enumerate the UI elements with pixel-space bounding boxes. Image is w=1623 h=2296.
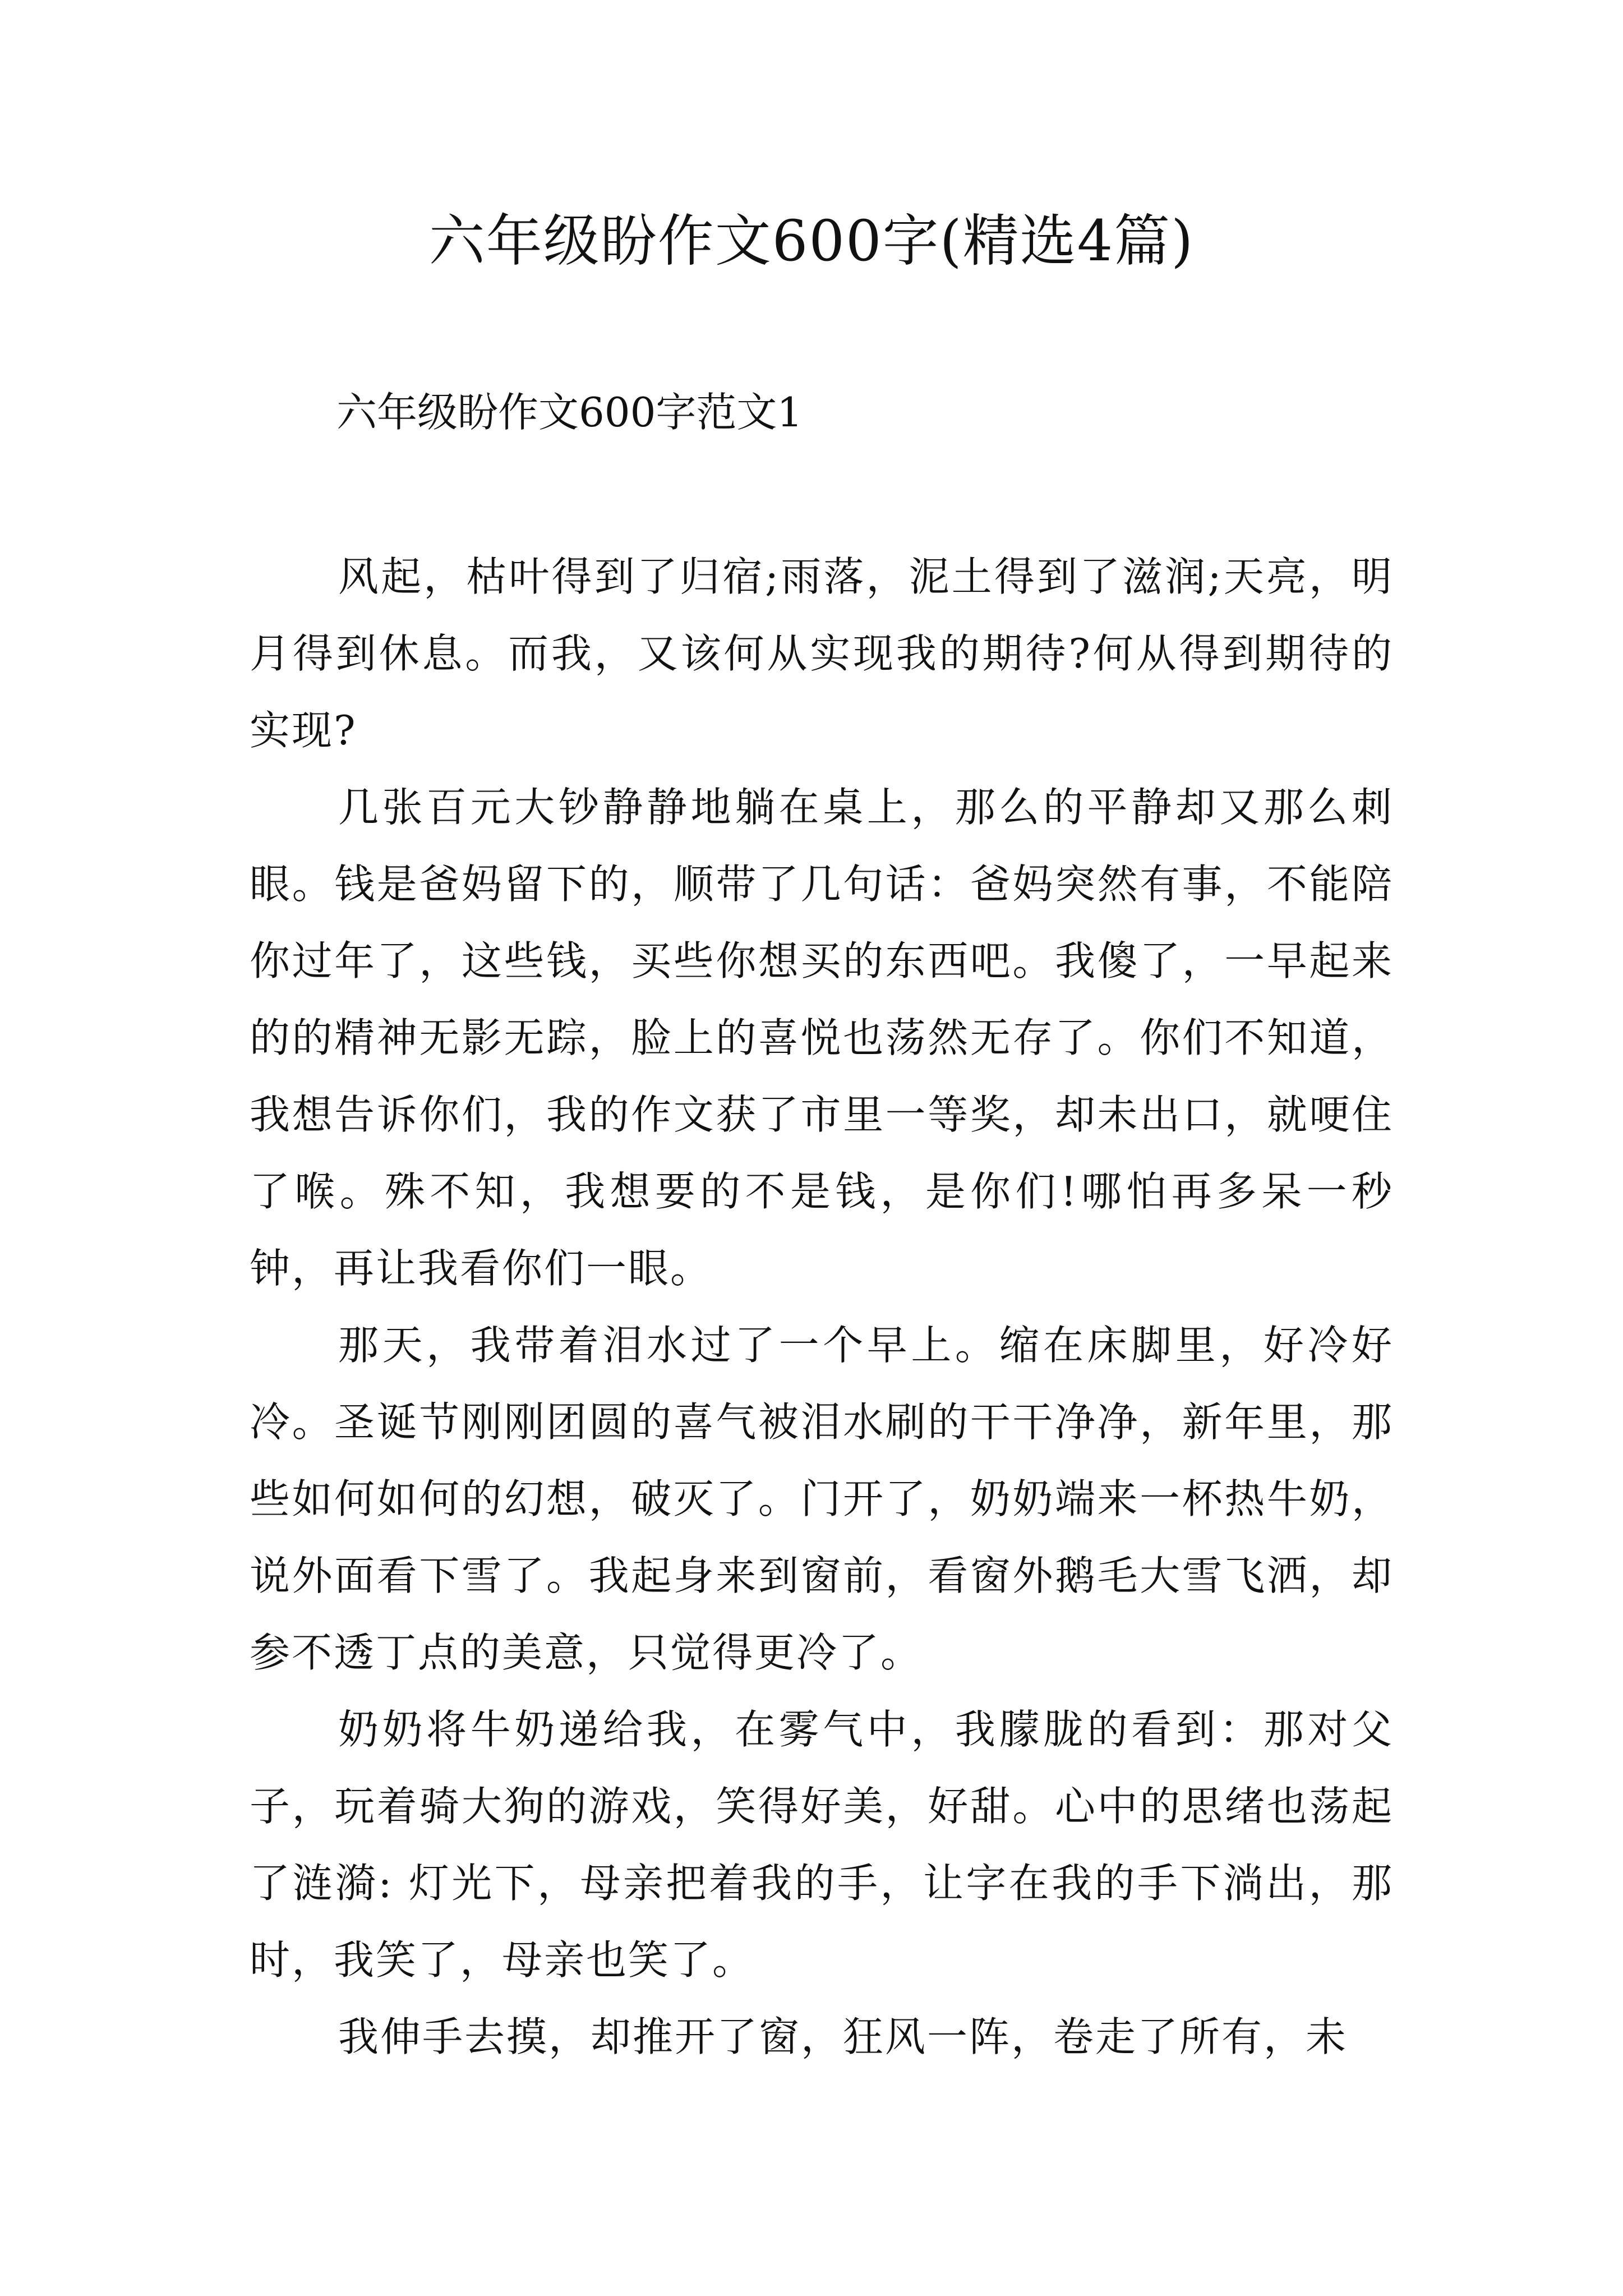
- essay-body: [250, 539, 1394, 2076]
- document-title: 六年级盼作文600字(精选4篇): [428, 208, 1195, 274]
- paragraph-4: 奶奶将牛奶递给我，在雾气中，我朦胧的看到：那对父子，玩着骑大狗的游戏，笑得好美，好甜。心中的思绪也荡起了涟漪: 灯光下，母亲把着我的手，让字在我的手下淌出，那时，我笑了，母亲也笑了。: [250, 1706, 1394, 1984]
- paragraph-2: 几张百元大钞静静地躺在桌上，那么的平静却又那么刺眼。钱是爸妈留下的，顺带了几句话：爸妈突然有事，不能陪你过年了，这些钱，买些你想买的东西吧。我傻了，一早起来的的精神无影无踪，脸上的喜悦也荡然无存了。你们不知道，我想告诉你们，我的作文获了市里一等奖，却未出口，就哽住了喉。殊不知，我想要的不是钱，是你们!哪怕再多呆一秒钟，再让我看你们一眼。: [250, 784, 1394, 1292]
- paragraph-1: 风起，枯叶得到了归宿;雨落，泥土得到了滋润;天亮，明月得到休息。而我，又该何从实现我的期待?何从得到期待的实现?: [250, 553, 1394, 754]
- paragraph-5: 我伸手去摸，却推开了窗，狂风一阵，卷走了所有，未: [338, 2013, 1348, 2060]
- paragraph-3: 那天，我带着泪水过了一个早上。缩在床脚里，好冷好冷。圣诞节刚刚团圆的喜气被泪水刷的干干净净，新年里，那些如何如何的幻想，破灭了。门开了，奶奶端来一杯热牛奶，说外面看下雪了。我起身来到窗前，看窗外鹅毛大雪飞洒，却参不透丁点的美意，只觉得更冷了。: [250, 1322, 1394, 1676]
- section-heading: 六年级盼作文600字范文1: [336, 389, 803, 436]
